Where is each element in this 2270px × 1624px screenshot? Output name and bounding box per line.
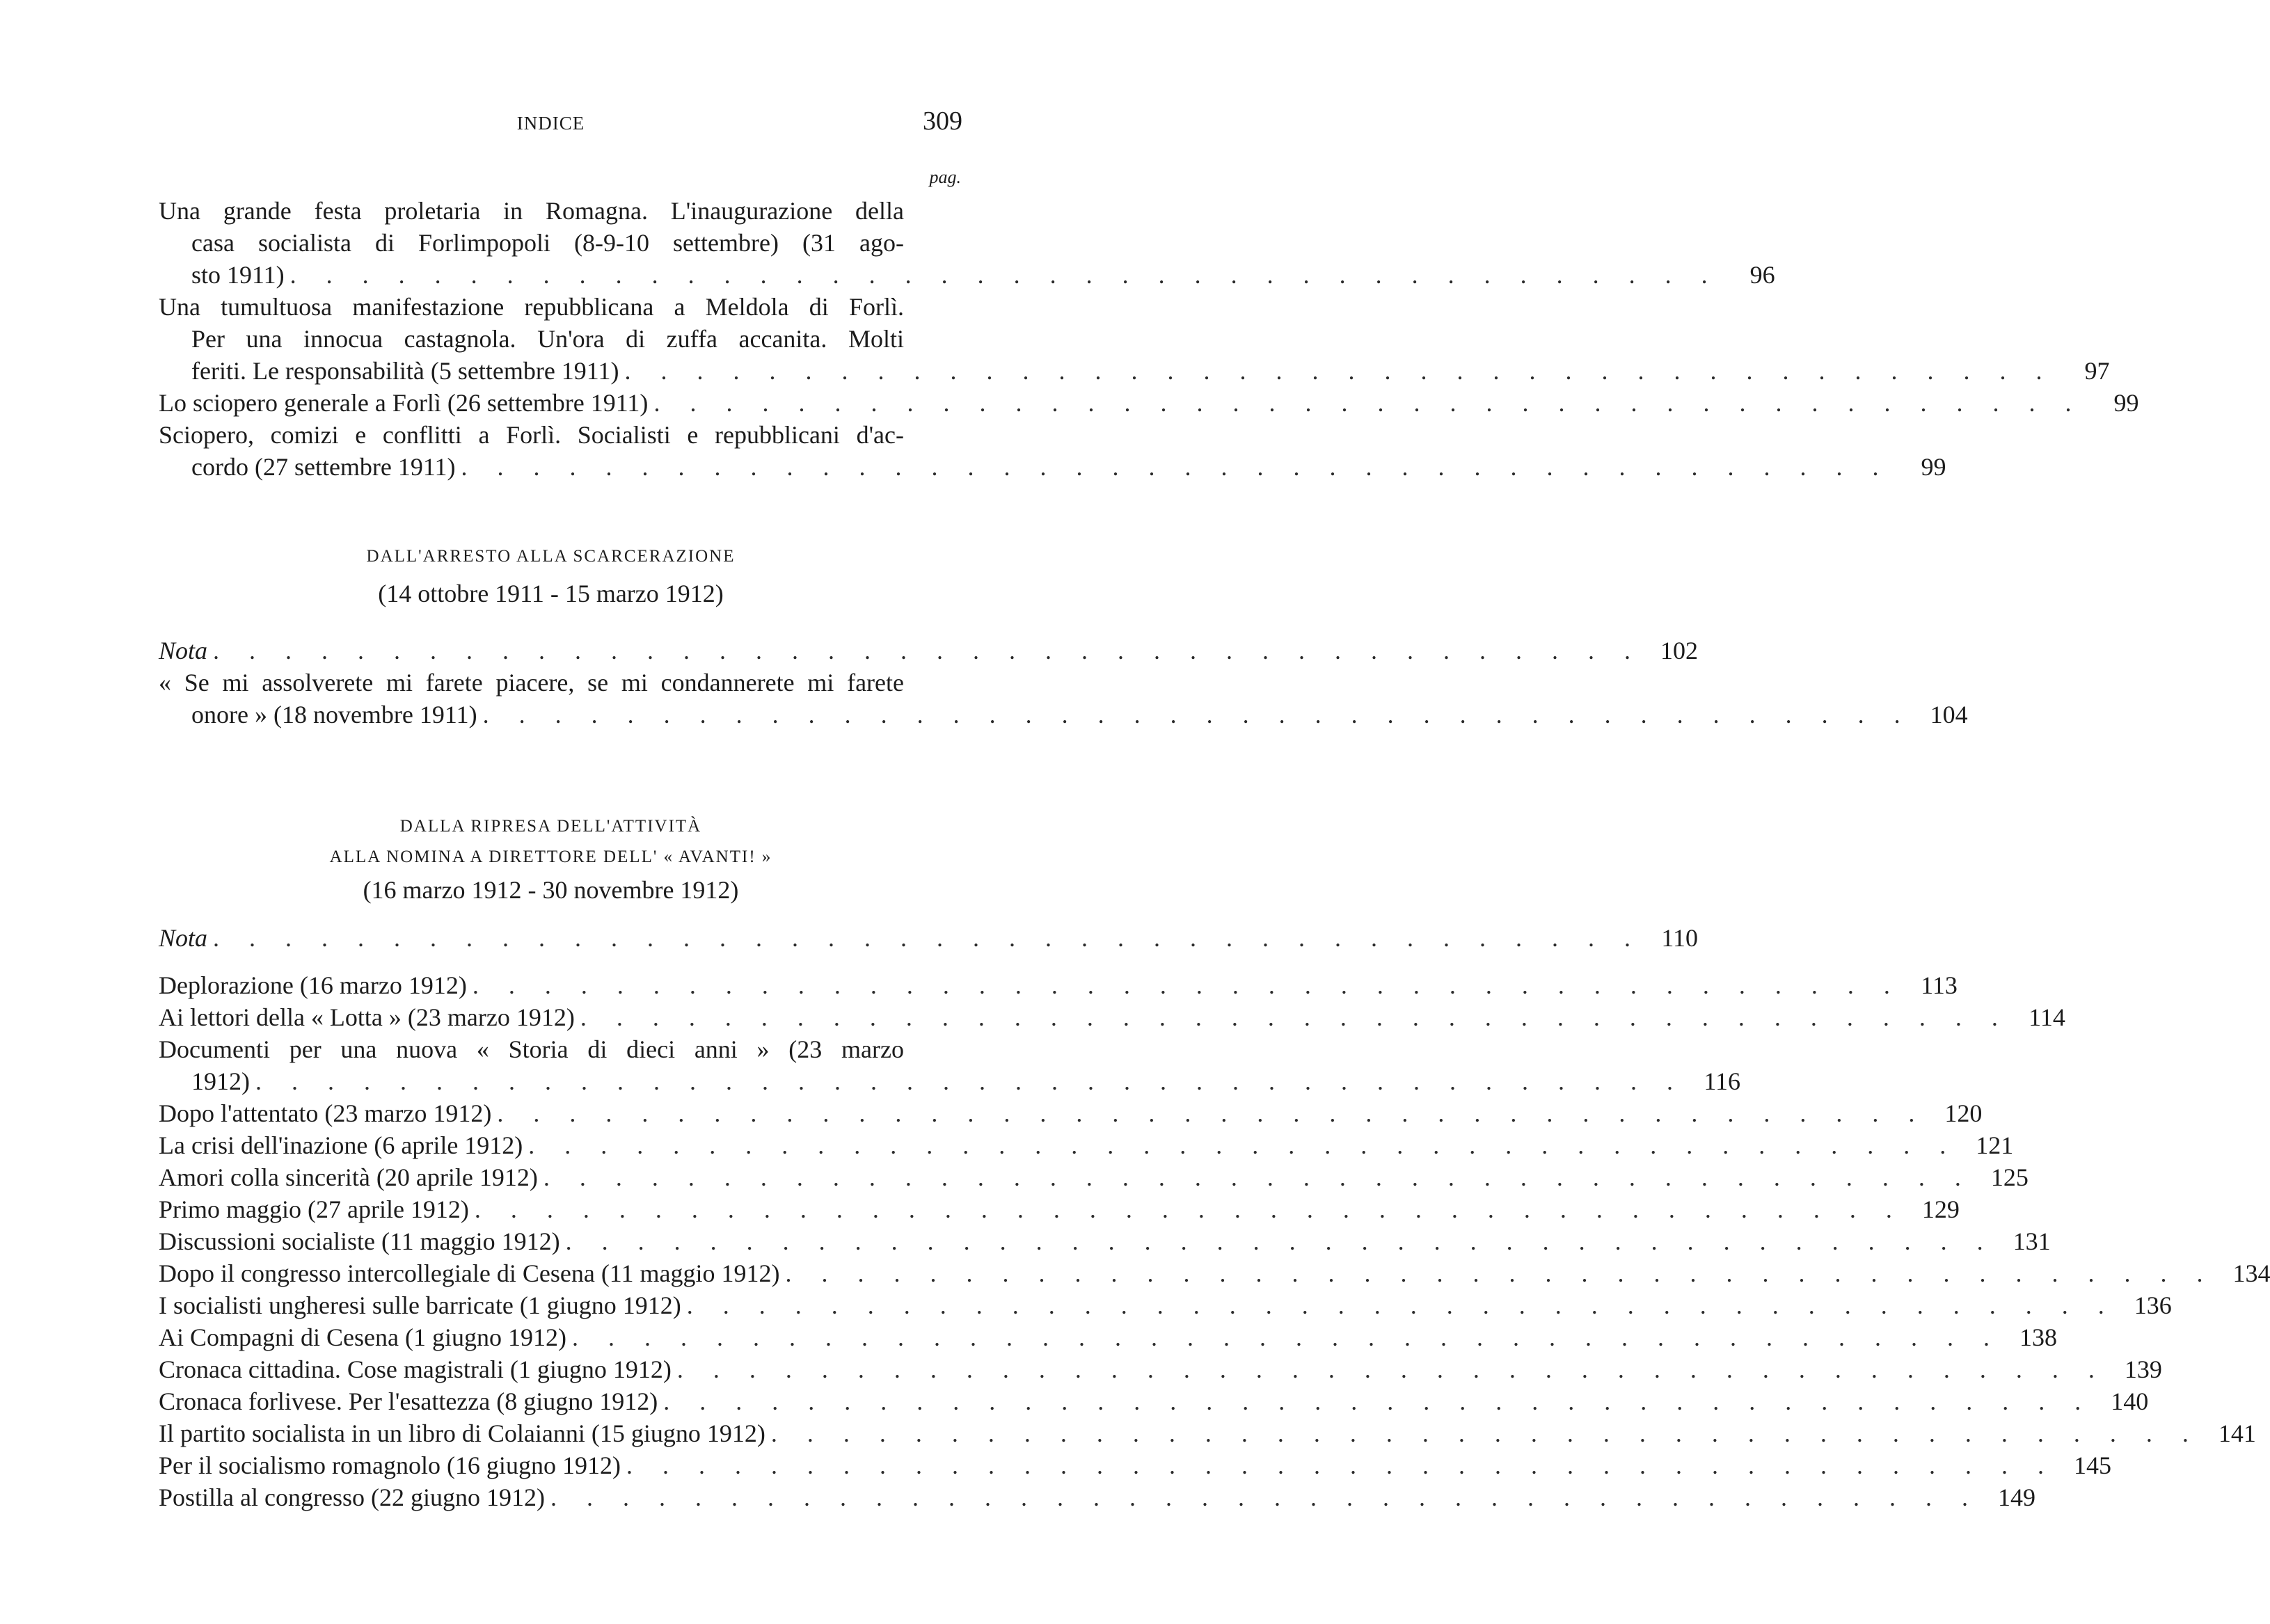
toc-entry-text: I socialisti ungheresi sulle barricate (1 giugno 1912) — [159, 1291, 681, 1319]
toc-entry-line — [159, 451, 1946, 483]
toc-entry-line — [159, 1001, 2065, 1033]
toc-entry-text: Cronaca cittadina. Cose magistrali (1 giugno 1912) — [159, 1355, 672, 1383]
dot-leader: . . . . . . . . . . . . . . . . . . . . . . . . . . . . . . . . . . . . . . . . — [289, 261, 1720, 289]
toc-entry — [159, 1193, 1960, 1225]
toc-entry-line — [159, 1385, 2149, 1417]
toc-entry-text: Lo sciopero generale a Forlì (26 settembre 1911) — [159, 389, 649, 417]
toc-entry-line — [159, 1033, 966, 1065]
toc-entry-page: 136 — [2134, 1291, 2172, 1319]
toc-entry-page: 120 — [1944, 1099, 1983, 1127]
toc-entry-line — [159, 419, 966, 451]
toc-entry-page: 131 — [2013, 1227, 2051, 1255]
section-title-line-1: DALLA RIPRESA DELL'ATTIVITÀ — [399, 817, 702, 836]
section-dates: (14 ottobre 1911 - 15 marzo 1912) — [378, 580, 724, 607]
dot-leader: . . . . . . . . . . . . . . . . . . . . . . . . . . . . . . . . . . . . . . . . — [770, 1419, 2200, 1447]
toc-entry — [159, 1097, 1983, 1129]
toc-entry-text: Amori colla sincerità (20 aprile 1912) — [159, 1163, 538, 1191]
toc-entry-text: « Se mi assolverete mi farete piacere, se mi condannerete mi farete — [159, 669, 904, 696]
toc-entry-text: Deplorazione (16 marzo 1912) — [159, 971, 467, 999]
dot-leader: . . . . . . . . . . . . . . . . . . . . . . . . . . . . . . . . . . . . . . . . — [676, 1355, 2106, 1383]
toc-entry-text: Per una innocua castagnola. Un'ora di zuffa accanita. Molti — [191, 325, 904, 353]
toc-entry-page: 97 — [2084, 357, 2110, 385]
toc-entry-page: 145 — [2073, 1451, 2111, 1479]
toc-entry-line — [159, 291, 966, 323]
toc-entry — [159, 922, 1699, 954]
dot-leader: . . . . . . . . . . . . . . . . . . . . . . . . . . . . . . . . . . . . . . . . — [663, 1387, 2093, 1415]
toc-entry — [159, 1481, 2035, 1513]
toc-entry-line — [159, 1289, 2172, 1321]
toc-entry-page: 139 — [2124, 1355, 2162, 1383]
toc-entry-page: 138 — [2019, 1323, 2057, 1351]
dot-leader: . . . . . . . . . . . . . . . . . . . . . . . . . . . . . . . . . . . . . . . . — [785, 1259, 2215, 1287]
toc-entry — [159, 667, 1968, 731]
dot-leader: . . . . . . . . . . . . . . . . . . . . . . . . . . . . . . . . . . . . . . . . — [686, 1291, 2116, 1319]
toc-entry-line — [159, 1193, 1960, 1225]
page-number: 309 — [923, 106, 962, 136]
section-heading-arresto — [0, 541, 1102, 610]
toc-entry-text: onore » (18 novembre 1911) — [191, 701, 477, 729]
dot-leader: . . . . . . . . . . . . . . . . . . . . . . . . . . . . . . . . . . . . . . . . — [461, 453, 1891, 481]
running-title: INDICE — [516, 113, 585, 134]
toc-entry-line — [159, 1161, 2029, 1193]
dot-leader: . . . . . . . . . . . . . . . . . . . . . . . . . . . . . . . . . . . . . . . . — [213, 637, 1643, 664]
toc-entry-line — [159, 387, 2139, 419]
toc-entry-text: 1912) — [191, 1067, 250, 1095]
toc-entry-text: cordo (27 settembre 1911) — [191, 453, 456, 481]
toc-entry-line — [159, 323, 966, 355]
toc-entry-text: Documenti per una nuova « Storia di dieci anni » (23 marzo — [159, 1035, 904, 1063]
toc-entry-line — [159, 1065, 1740, 1097]
toc-entry — [159, 1449, 2111, 1481]
toc-entry — [159, 1225, 2051, 1257]
toc-entry-text: Postilla al congresso (22 giugno 1912) — [159, 1483, 545, 1511]
toc-entry-line — [159, 922, 1699, 954]
section-dates: (16 marzo 1912 - 30 novembre 1912) — [363, 876, 739, 904]
toc-entry-text: Nota — [159, 924, 208, 952]
toc-entry-page: 125 — [1990, 1163, 2029, 1191]
toc-entry — [159, 387, 2139, 419]
toc-entry-text: Sciopero, comizi e conflitti a Forlì. Socialisti e repubblicani d'ac- — [159, 421, 904, 449]
toc-entry-line — [159, 969, 1958, 1001]
toc-entry-line — [159, 259, 1775, 291]
toc-entry — [159, 195, 1775, 291]
toc-entry-line — [159, 1225, 2051, 1257]
toc-entry-page: 99 — [2113, 389, 2139, 417]
toc-group-4 — [159, 969, 2270, 1513]
toc-entry-text: Dopo l'attentato (23 marzo 1912) — [159, 1099, 492, 1127]
dot-leader: . . . . . . . . . . . . . . . . . . . . . . . . . . . . . . . . . . . . . . . . — [472, 971, 1902, 999]
toc-entry — [159, 1257, 2270, 1289]
dot-leader: . . . . . . . . . . . . . . . . . . . . . . . . . . . . . . . . . . . . . . . . — [626, 1451, 2056, 1479]
toc-entry-line — [159, 1321, 2057, 1353]
toc-entry-page: 116 — [1704, 1067, 1740, 1095]
dot-leader: . . . . . . . . . . . . . . . . . . . . . . . . . . . . . . . . . . . . . . . . — [497, 1099, 1927, 1127]
toc-entry-text: casa socialista di Forlimpopoli (8-9-10 settembre) (31 ago- — [191, 229, 904, 257]
dot-leader: . . . . . . . . . . . . . . . . . . . . . . . . . . . . . . . . . . . . . . . . — [565, 1227, 1995, 1255]
toc-entry-line — [159, 635, 1699, 667]
toc-entry-page: 114 — [2029, 1003, 2065, 1031]
toc-entry-line — [159, 1417, 2256, 1449]
dot-leader: . . . . . . . . . . . . . . . . . . . . . . . . . . . . . . . . . . . . . . . . — [550, 1483, 1980, 1511]
toc-entry-line — [159, 1129, 2014, 1161]
toc-entry-page: 134 — [2232, 1259, 2270, 1287]
toc-entry — [159, 1353, 2162, 1385]
toc-entry-line — [159, 1097, 1983, 1129]
toc-entry-line — [159, 355, 2110, 387]
toc-entry-line — [159, 699, 1968, 731]
dot-leader: . . . . . . . . . . . . . . . . . . . . . . . . . . . . . . . . . . . . . . . . — [474, 1195, 1904, 1223]
toc-entry-page: 140 — [2111, 1387, 2149, 1415]
toc-entry-page: 149 — [1997, 1483, 2035, 1511]
toc-entry — [159, 1129, 2014, 1161]
toc-entry-text: Ai Compagni di Cesena (1 giugno 1912) — [159, 1323, 566, 1351]
toc-entry-page: 129 — [1921, 1195, 1960, 1223]
toc-group-2 — [159, 635, 1968, 731]
toc-entry-line — [159, 227, 966, 259]
toc-entry-text: Discussioni socialiste (11 maggio 1912) — [159, 1227, 560, 1255]
toc-entry — [159, 1033, 1740, 1097]
toc-entry — [159, 1161, 2029, 1193]
toc-entry-page: 121 — [1976, 1131, 2014, 1159]
dot-leader: . . . . . . . . . . . . . . . . . . . . . . . . . . . . . . . . . . . . . . . . — [482, 701, 1912, 729]
dot-leader: . . . . . . . . . . . . . . . . . . . . . . . . . . . . . . . . . . . . . . . . — [213, 924, 1643, 952]
toc-entry-line — [159, 667, 966, 699]
toc-entry-page: 99 — [1921, 453, 1946, 481]
toc-entry-page: 110 — [1661, 924, 1699, 952]
toc-entry — [159, 419, 1946, 483]
toc-entry-page: 96 — [1749, 261, 1775, 289]
section-heading-ripresa — [0, 811, 1102, 906]
toc-entry-text: Per il socialismo romagnolo (16 giugno 1912) — [159, 1451, 621, 1479]
dot-leader: . . . . . . . . . . . . . . . . . . . . . . . . . . . . . . . . . . . . . . . . — [653, 389, 2084, 417]
toc-entry-line — [159, 1257, 2270, 1289]
toc-entry — [159, 1385, 2149, 1417]
section-title: DALL'ARRESTO ALLA SCARCERAZIONE — [366, 547, 736, 566]
toc-entry-text: feriti. Le responsabilità (5 settembre 1911) — [191, 357, 619, 385]
toc-entry-page: 104 — [1930, 701, 1968, 729]
toc-entry — [159, 1417, 2256, 1449]
toc-entry — [159, 635, 1699, 667]
toc-entry-line — [159, 1449, 2111, 1481]
toc-entry-line — [159, 1481, 2035, 1513]
dot-leader: . . . . . . . . . . . . . . . . . . . . . . . . . . . . . . . . . . . . . . . . — [580, 1003, 2010, 1031]
dot-leader: . . . . . . . . . . . . . . . . . . . . . . . . . . . . . . . . . . . . . . . . — [255, 1067, 1685, 1095]
toc-entry-text: sto 1911) — [191, 261, 285, 289]
toc-entry-page: 141 — [2218, 1419, 2256, 1447]
toc-entry-text: La crisi dell'inazione (6 aprile 1912) — [159, 1131, 523, 1159]
toc-entry-line — [159, 195, 966, 227]
dot-leader: . . . . . . . . . . . . . . . . . . . . . . . . . . . . . . . . . . . . . . . . — [624, 357, 2054, 385]
toc-entry — [159, 1289, 2172, 1321]
toc-entry — [159, 1001, 2065, 1033]
dot-leader: . . . . . . . . . . . . . . . . . . . . . . . . . . . . . . . . . . . . . . . . — [528, 1131, 1958, 1159]
toc-entry-page: 113 — [1921, 971, 1958, 999]
section-title-line-2: ALLA NOMINA A DIRETTORE DELL' « AVANTI! » — [329, 847, 772, 866]
toc-entry-text: Il partito socialista in un libro di Colaianni (15 giugno 1912) — [159, 1419, 765, 1447]
toc-group-1 — [159, 195, 2139, 483]
toc-entry-text: Una tumultuosa manifestazione repubblicana a Meldola di Forlì. — [159, 293, 904, 321]
toc-entry-page: 102 — [1660, 637, 1699, 664]
dot-leader: . . . . . . . . . . . . . . . . . . . . . . . . . . . . . . . . . . . . . . . . — [571, 1323, 2001, 1351]
toc-entry-text: Primo maggio (27 aprile 1912) — [159, 1195, 469, 1223]
toc-group-3 — [159, 922, 1699, 954]
toc-entry — [159, 1321, 2057, 1353]
toc-entry-line — [159, 1353, 2162, 1385]
toc-entry-text: Dopo il congresso intercollegiale di Cesena (11 maggio 1912) — [159, 1259, 780, 1287]
toc-entry — [159, 969, 1958, 1001]
toc-entry-text: Nota — [159, 637, 208, 664]
pag-column-label: pag. — [929, 167, 961, 187]
toc-entry-text: Cronaca forlivese. Per l'esattezza (8 giugno 1912) — [159, 1387, 658, 1415]
toc-entry-text: Una grande festa proletaria in Romagna. L'inaugurazione della — [159, 197, 904, 225]
toc-entry-text: Ai lettori della « Lotta » (23 marzo 1912) — [159, 1003, 575, 1031]
dot-leader: . . . . . . . . . . . . . . . . . . . . . . . . . . . . . . . . . . . . . . . . — [543, 1163, 1973, 1191]
toc-entry — [159, 291, 2110, 387]
